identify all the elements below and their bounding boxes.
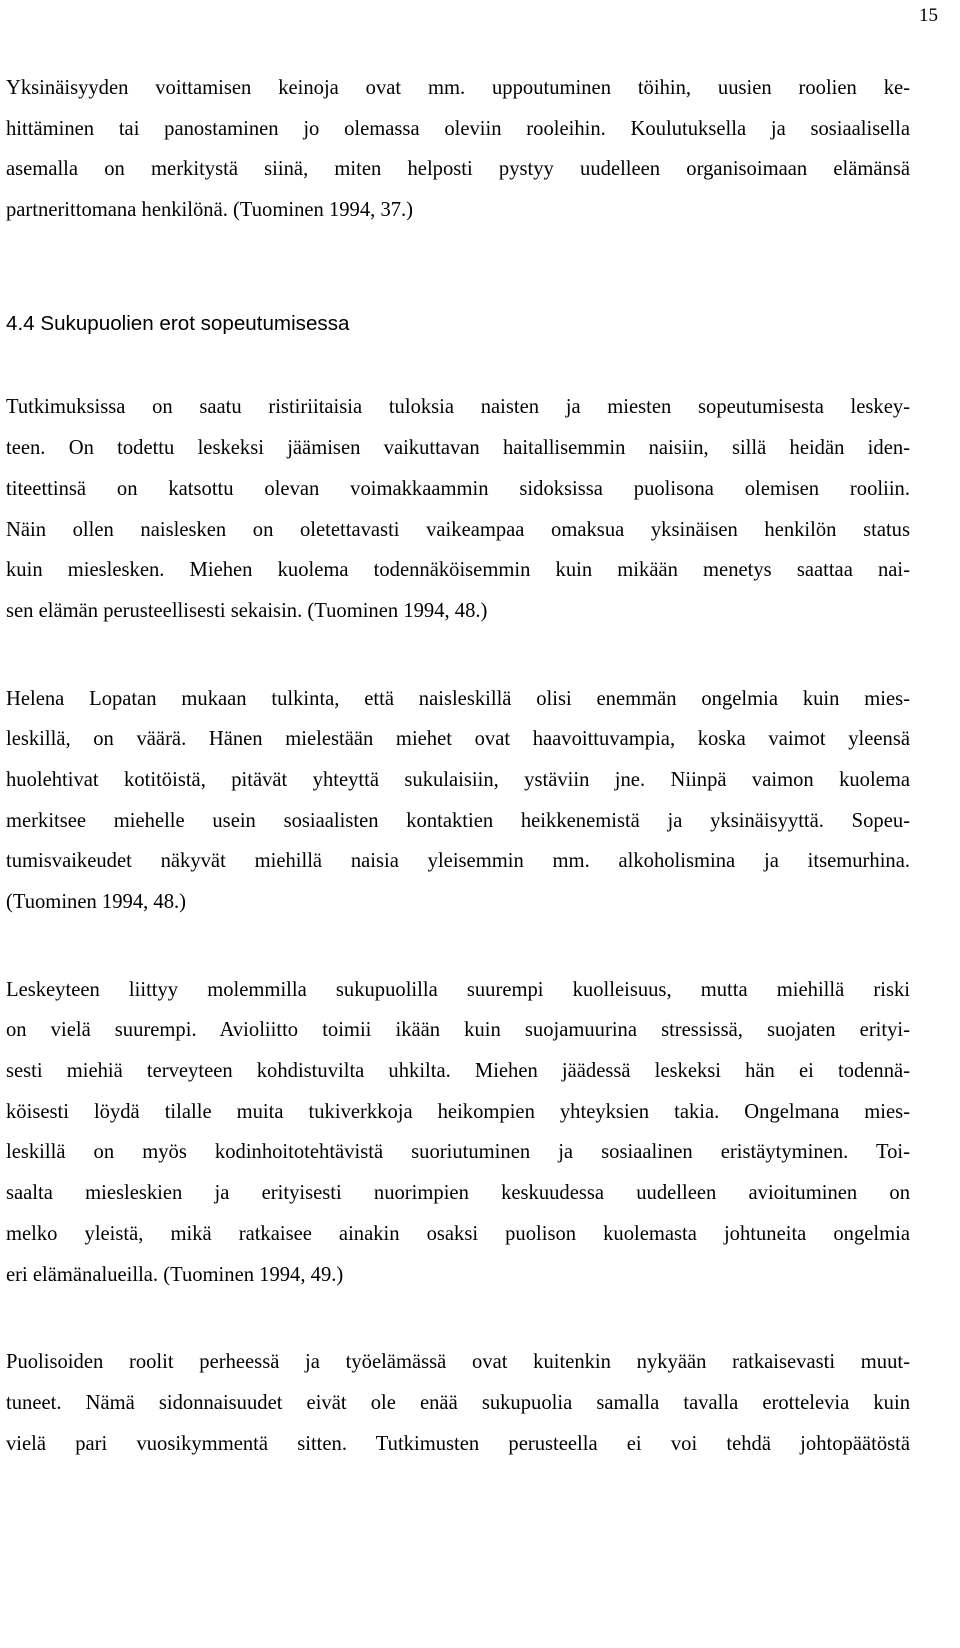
spacer <box>6 926 910 973</box>
spacer <box>6 346 910 390</box>
text-line: vielä pari vuosikymmentä sitten. Tutkimusten perusteella ei voi tehdä johtopäätöstä <box>6 1432 910 1455</box>
text-line: merkitsee miehelle usein sosiaalisten kontaktien heikkenemistä ja yksinäisyyttä. Sopeu- <box>6 809 910 832</box>
text-line: sesti miehiä terveyteen kohdistuvilta uhkilta. Miehen jäädessä leskeksi hän ei todennä- <box>6 1060 910 1083</box>
text-line: tuneet. Nämä sidonnaisuudet eivät ole enää sukupuolia samalla tavalla erottelevia kuin <box>6 1391 910 1414</box>
body-paragraph <box>6 682 910 926</box>
text-line: titeettinsä on katsottu olevan voimakkaammin sidoksissa puolisona olemisen rooliin. <box>6 477 910 500</box>
text-line: kuin mieslesken. Miehen kuolema todennäköisemmin kuin mikään menetys saattaa nai- <box>6 559 910 582</box>
text-line: huolehtivat kotitöistä, pitävät yhteyttä sukulaisiin, ystäviin jne. Niinpä vaimon kuolema <box>6 768 910 791</box>
spacer <box>6 635 910 682</box>
text-line: leskillä on myös kodinhoitotehtävistä suoriutuminen ja sosiaalinen eristäytyminen. Toi- <box>6 1141 910 1164</box>
document-body <box>6 71 910 1467</box>
body-paragraph <box>6 973 910 1299</box>
text-line: melko yleistä, mikä ratkaisee ainakin osaksi puolison kuolemasta johtuneita ongelmia <box>6 1222 910 1245</box>
text-line: hittäminen tai panostaminen jo olemassa oleviin rooleihin. Koulutuksella ja sosiaalisella <box>6 117 910 140</box>
text-line: Näin ollen naislesken on oletettavasti vaikeampaa omaksua yksinäisen henkilön status <box>6 518 910 541</box>
text-line: teen. On todettu leskeksi jäämisen vaikuttavan haitallisemmin naisiin, sillä heidän iden- <box>6 437 910 460</box>
text-line: Puolisoiden roolit perheessä ja työelämässä ovat kuitenkin nykyään ratkaisevasti muut- <box>6 1351 910 1374</box>
text-line: leskillä, on väärä. Hänen mielestään miehet ovat haavoittuvampia, koska vaimot yleensä <box>6 728 910 751</box>
body-paragraph <box>6 390 910 634</box>
body-paragraph <box>6 1345 910 1467</box>
text-line: saalta miesleskien ja erityisesti nuorimpien keskuudessa uudelleen avioituminen on <box>6 1182 910 1205</box>
text-line: (Tuominen 1994, 48.) <box>6 891 187 913</box>
intro-paragraph <box>6 71 910 234</box>
section-heading: 4.4 Sukupuolien erot sopeutumisessa <box>6 311 350 335</box>
text-line: eri elämänalueilla. (Tuominen 1994, 49.) <box>6 1263 344 1286</box>
text-line: Yksinäisyyden voittamisen keinoja ovat mm. uppoutuminen töihin, uusien roolien ke- <box>6 77 910 99</box>
text-line: Helena Lopatan mukaan tulkinta, että naisleskillä olisi enemmän ongelmia kuin mies- <box>6 687 910 710</box>
spacer <box>6 234 910 306</box>
spacer <box>6 1298 910 1345</box>
text-line: köisesti löydä tilalle muita tukiverkkoja heikompien yhteyksien takia. Ongelmana mies- <box>6 1100 910 1123</box>
page-number: 15 <box>919 5 938 26</box>
text-line: partnerittomana henkilönä. (Tuominen 1994, 37.) <box>6 199 414 222</box>
text-line: Leskeyteen liittyy molemmilla sukupuolilla suurempi kuolleisuus, mutta miehillä riski <box>6 978 910 1001</box>
text-line: asemalla on merkitystä siinä, miten helposti pystyy uudelleen organisoimaan elämänsä <box>6 158 910 181</box>
text-line: tumisvaikeudet näkyvät miehillä naisia yleisemmin mm. alkoholismina ja itsemurhina. <box>6 850 910 873</box>
text-line: sen elämän perusteellisesti sekaisin. (Tuominen 1994, 48.) <box>6 599 488 622</box>
text-line: on vielä suurempi. Avioliitto toimii ikään kuin suojamuurina stressissä, suojaten erityi- <box>6 1019 910 1042</box>
text-line: Tutkimuksissa on saatu ristiriitaisia tuloksia naisten ja miesten sopeutumisesta leskey- <box>6 396 910 419</box>
